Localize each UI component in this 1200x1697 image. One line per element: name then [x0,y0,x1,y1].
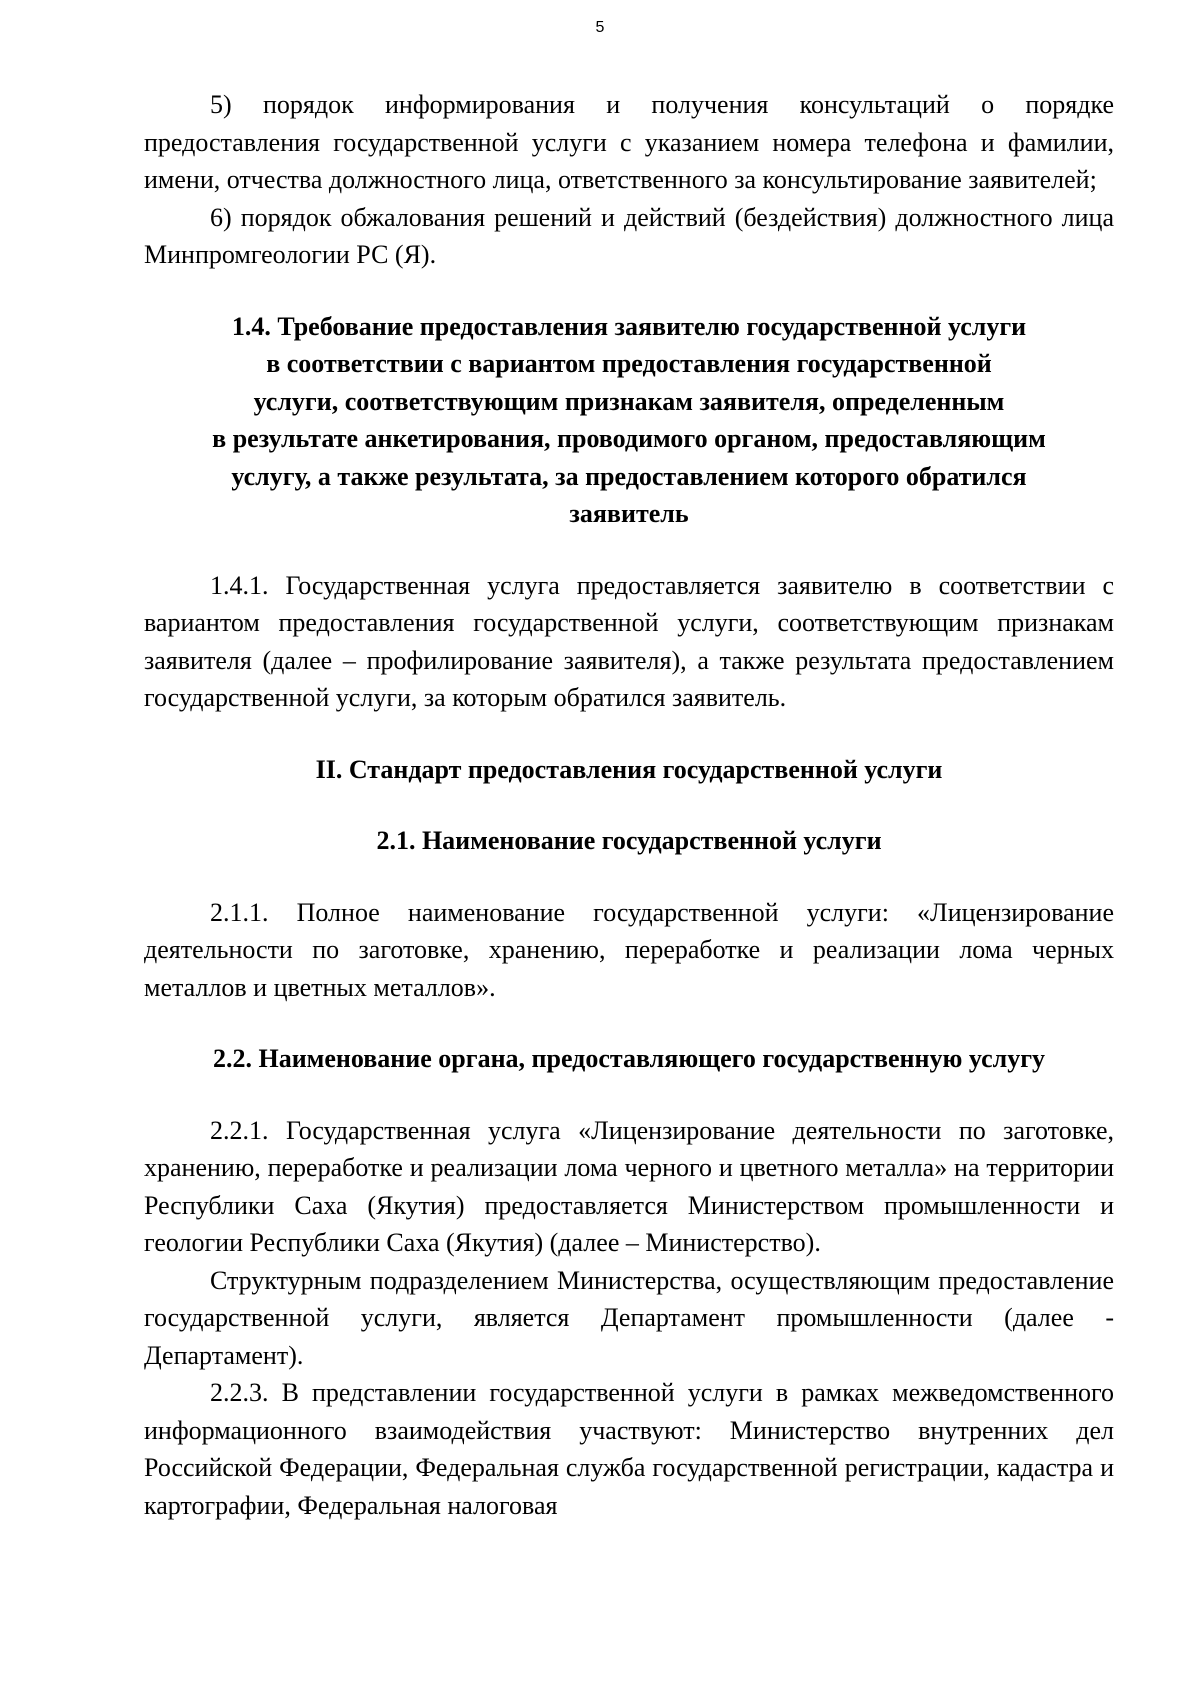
paragraph-item-6: 6) порядок обжалования решений и действий (бездействия) должностного лица Минпромгеологии РС (Я). [144,202,1114,269]
section-heading-1-4 [144,308,1114,533]
heading-line: услугу, а также результата, за предоставлением которого обратился [231,461,1027,491]
section-heading-2-2: 2.2. Наименование органа, предоставляющего государственную услугу [212,1044,1046,1073]
paragraph-2-2-1: 2.2.1. Государственная услуга «Лицензирование деятельности по заготовке, хранению, переработке и реализации лома черного и цветного металла» на территории Республики Саха (Якутия) предоставляется Министерством промышленности и геологии Республики Саха (Якутия) (далее – Министерство). [144,1115,1114,1257]
paragraph-1-4-1: 1.4.1. Государственная услуга предоставляется заявителю в соответствии с вариантом предоставления государственной услуги, соответствующим признакам заявителя (далее – профилирование заявителя), а также результата предоставлением государственной услуги, за которым обратился заявитель. [144,570,1114,712]
paragraph-item-5: 5) порядок информирования и получения консультаций о порядке предоставления государственной услуги с указанием номера телефона и фамилии, имени, отчества должностного лица, ответственного за консультирование заявителей; [144,90,1114,194]
paragraph-2-2-3: 2.2.3. В представлении государственной услуги в рамках межведомственного информационного взаимодействия участвуют: Министерство внутренних дел Российской Федерации, Федеральная служба государственной регистрации, кадастра и картографии, Федеральная налоговая [144,1378,1114,1520]
page-number: 5 [595,19,605,36]
paragraph-structural-unit: Структурным подразделением Министерства, осуществляющим предоставление государственной услуги, является Департамент промышленности (далее - Департамент). [144,1265,1114,1370]
heading-line: услуги, соответствующим признакам заявителя, определенным [253,386,1005,416]
heading-line: в результате анкетирования, проводимого органом, предоставляющим [212,424,1046,453]
heading-line: в соответствии с вариантом предоставления государственной [266,349,992,378]
paragraph-2-1-1: 2.1.1. Полное наименование государственной услуги: «Лицензирование деятельности по заготовке, хранению, переработке и реализации лома черных металлов и цветных металлов». [144,897,1114,1002]
heading-line: 1.4. Требование предоставления заявителю государственной услуги [231,311,1027,341]
heading-line: заявитель [569,499,689,528]
section-heading-II: II. Стандарт предоставления государственной услуги [315,754,943,784]
document-body [144,86,1114,1524]
section-heading-2-1: 2.1. Наименование государственной услуги [376,826,882,855]
